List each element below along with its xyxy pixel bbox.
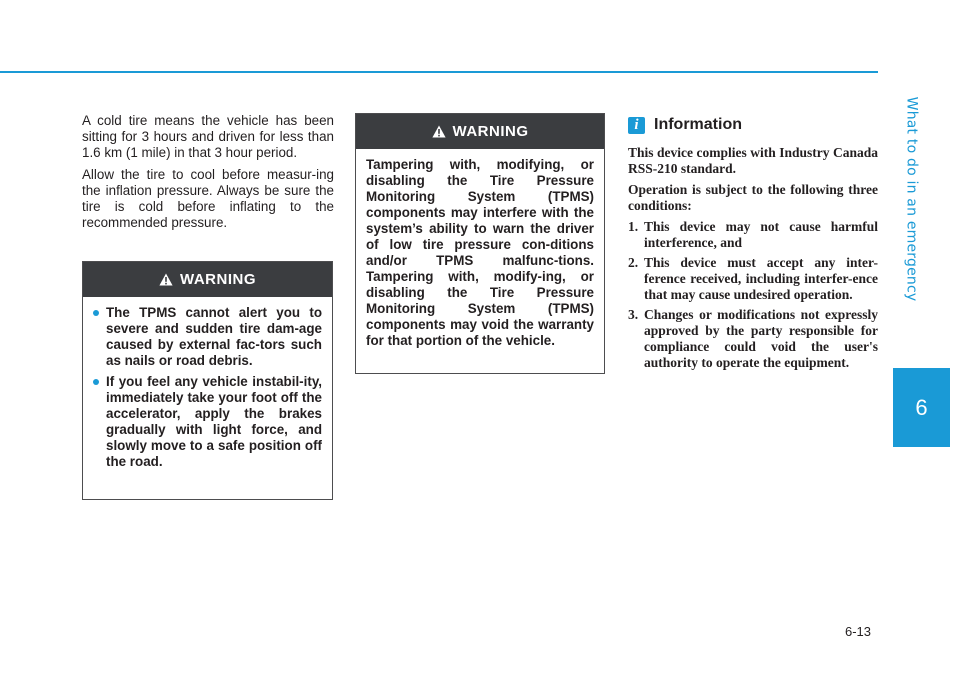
chapter-number: 6 <box>915 394 928 420</box>
section-title: What to do in an emergency <box>903 96 919 302</box>
page-number: 6-13 <box>845 624 872 639</box>
condition-number: 1. <box>628 219 639 234</box>
warning-box-tpms-limits <box>82 261 333 500</box>
warning-header <box>356 114 604 149</box>
information-section <box>628 113 878 375</box>
warning-label: WARNING <box>452 123 529 140</box>
section-side-title <box>898 28 924 370</box>
warning-box-tampering <box>355 113 605 374</box>
top-rule <box>0 71 878 73</box>
warning-header <box>83 262 332 297</box>
body-paragraph: Allow the tire to cool before measur-ing the inflation pressure. Always be sure the tire is cold before inflating to the recommended pressure. <box>82 167 334 230</box>
condition-number: 3. <box>628 307 639 322</box>
warning-item: The TPMS cannot alert you to severe and sudden tire dam-age caused by external fac-tors such as nails or road debris. <box>93 305 322 369</box>
body-paragraph: A cold tire means the vehicle has been sitting for 3 hours and driven for less than 1.6 km (1 mile) in that 3 hour period. <box>82 113 334 160</box>
info-paragraph: This device complies with Industry Canada RSS-210 standard. <box>628 145 878 176</box>
info-icon: i <box>628 117 645 134</box>
condition-text: Changes or modifications not expressly approved by the party responsible for compliance could void the user's authority to operate the equipment. <box>644 307 878 370</box>
warning-item: If you feel any vehicle instabil-ity, immediately take your foot off the accelerator, apply the brakes gradually with light force, and slowly move to a safe position off the road. <box>93 374 322 470</box>
warning-triangle-icon <box>432 125 446 138</box>
condition-text: This device must accept any inter-ference received, including interfer-ence that may cause undesired operation. <box>644 255 878 302</box>
condition-number: 2. <box>628 255 639 270</box>
column-1 <box>82 113 334 237</box>
information-heading <box>628 113 878 137</box>
chapter-tab <box>893 368 950 447</box>
condition-item <box>628 255 878 303</box>
condition-item <box>628 307 878 371</box>
warning-text: Tampering with, modifying, or disabling the Tire Pressure Monitoring System (TPMS) components may interfere with the system’s ability to warn the driver of low tire pressure con-ditions and/or TPMS malfunc-tions. Tampering with, modify-ing, or disabling the Tire Pressure Monitoring System (TPMS) components may void the warranty for that portion of the vehicle. <box>366 157 594 348</box>
conditions-list <box>628 219 878 371</box>
warning-label: WARNING <box>180 271 256 288</box>
warning-triangle-icon <box>159 273 173 286</box>
condition-item <box>628 219 878 251</box>
info-paragraph: Operation is subject to the following three conditions: <box>628 182 878 213</box>
warning-list <box>83 297 332 470</box>
information-title: Information <box>654 116 742 133</box>
condition-text: This device may not cause harmful interference, and <box>644 219 878 250</box>
